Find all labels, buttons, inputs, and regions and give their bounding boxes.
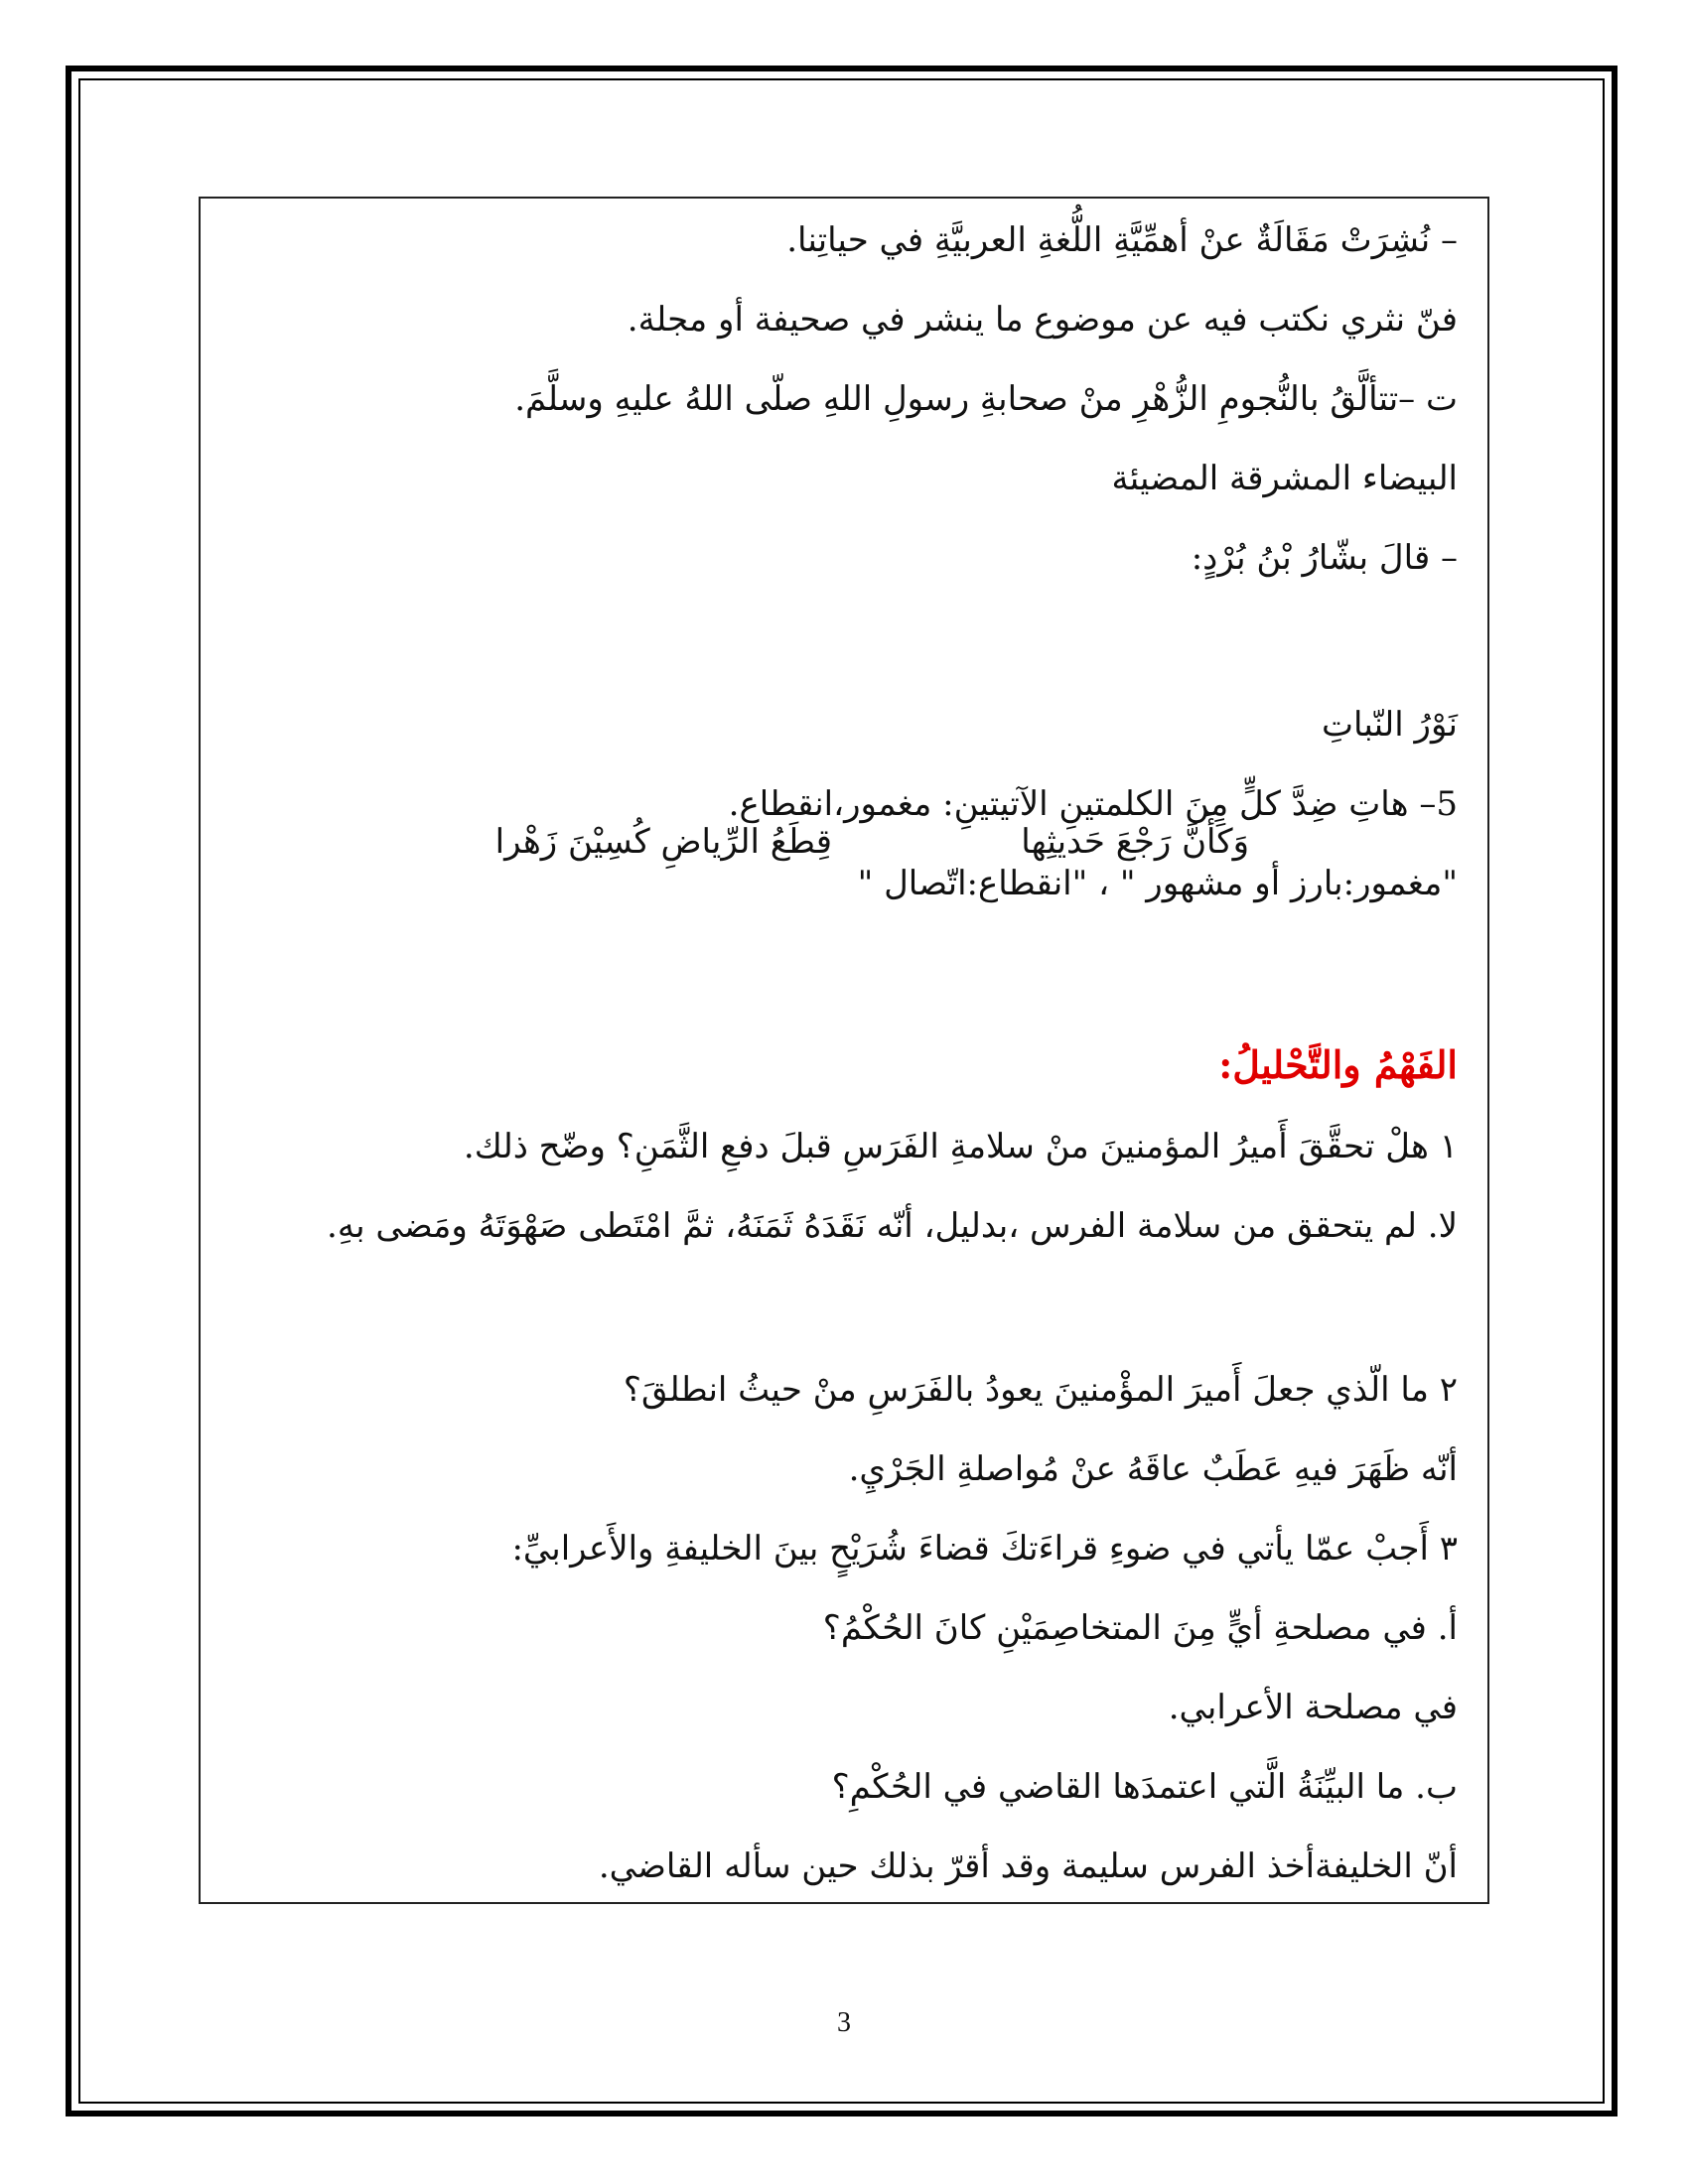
- text-line-4: البيضاء المشرقة المضيئة: [1111, 459, 1458, 498]
- content-box: [199, 197, 1489, 1904]
- question-3b: ب. ما البيِّنَةُ الَّتي اعتمدَها القاضي في الحُكْمِ؟: [831, 1767, 1458, 1807]
- question-3a: أ. في مصلحةِ أيٍّ مِنَ المتخاصِمَيْنِ كانَ الحُكْمُ؟: [822, 1608, 1458, 1648]
- answer-2: أنّه ظَهَرَ فيهِ عَطَبٌ عاقَهُ عنْ مُواصلةِ الجَرْيِ.: [848, 1449, 1458, 1489]
- question-2: ٢ ما الّذي جعلَ أَميرَ المؤْمنينَ يعودُ بالفَرَسِ منْ حيثُ انطلقَ؟: [623, 1370, 1458, 1410]
- question-1: ١ هلْ تحقَّقَ أَميرُ المؤمنينَ منْ سلامةِ الفَرَسِ قبلَ دفعِ الثَّمَنِ؟ وضّح ذلك.: [463, 1127, 1458, 1166]
- text-line-8: 5– هاتِ ضِدَّ كلٍّ مِنَ الكلمتينِ الآتيتينِ: مغمور،انقطاع.: [728, 784, 1458, 824]
- poem-right-hemistich: وَكَأَنَّ رَجْعَ حَديثِها: [1021, 822, 1249, 862]
- question-3: ٣ أَجبْ عمّا يأتي في ضوءِ قراءَتكَ قضاءَ شُرَيْحٍ بينَ الخليفةِ والأَعرابيِّ:: [511, 1529, 1458, 1569]
- answer-3b: أنّ الخليفةأخذ الفرس سليمة وقد أقرّ بذلك حين سأله القاضي.: [598, 1846, 1458, 1886]
- answer-3a: في مصلحة الأعرابي.: [1168, 1688, 1458, 1727]
- text-line-1: – نُشِرَتْ مَقَالَةٌ عنْ أهمِّيَّةِ اللُّغةِ العربيَّةِ في حياتِنا.: [786, 220, 1458, 260]
- section-heading: الفَهْمُ والتَّحْليلُ:: [1218, 1042, 1458, 1087]
- text-line-2: فنّ نثري نكتب فيه عن موضوع ما ينشر في صحيفة أو مجلة.: [627, 300, 1458, 340]
- text-line-7: نَوْرُ النّباتِ: [1322, 705, 1458, 745]
- text-line-5: – قالَ بشّارُ بْنُ بُرْدٍ:: [1191, 538, 1458, 578]
- text-line-3: ت –تتألَّقُ بالنُّجومِ الزُّهْرِ منْ صحابةِ رسولِ اللهِ صلّى اللهُ عليهِ وسلَّمَ.: [514, 379, 1458, 419]
- answer-1: لا. لم يتحقق من سلامة الفرس ،بدليل، أنّه نَقَدَهُ ثَمَنَهُ، ثمَّ امْتَطى صَهْوَتَهُ ومَضى بهِ.: [327, 1206, 1458, 1246]
- text-line-9: "مغمور:بارز أو مشهور " ، "انقطاع:اتّصال ": [857, 864, 1458, 903]
- poem-left-hemistich: قِطَعُ الرِّياضِ كُسِيْنَ زَهْرا: [494, 822, 832, 862]
- page-number: 3: [837, 2007, 851, 2038]
